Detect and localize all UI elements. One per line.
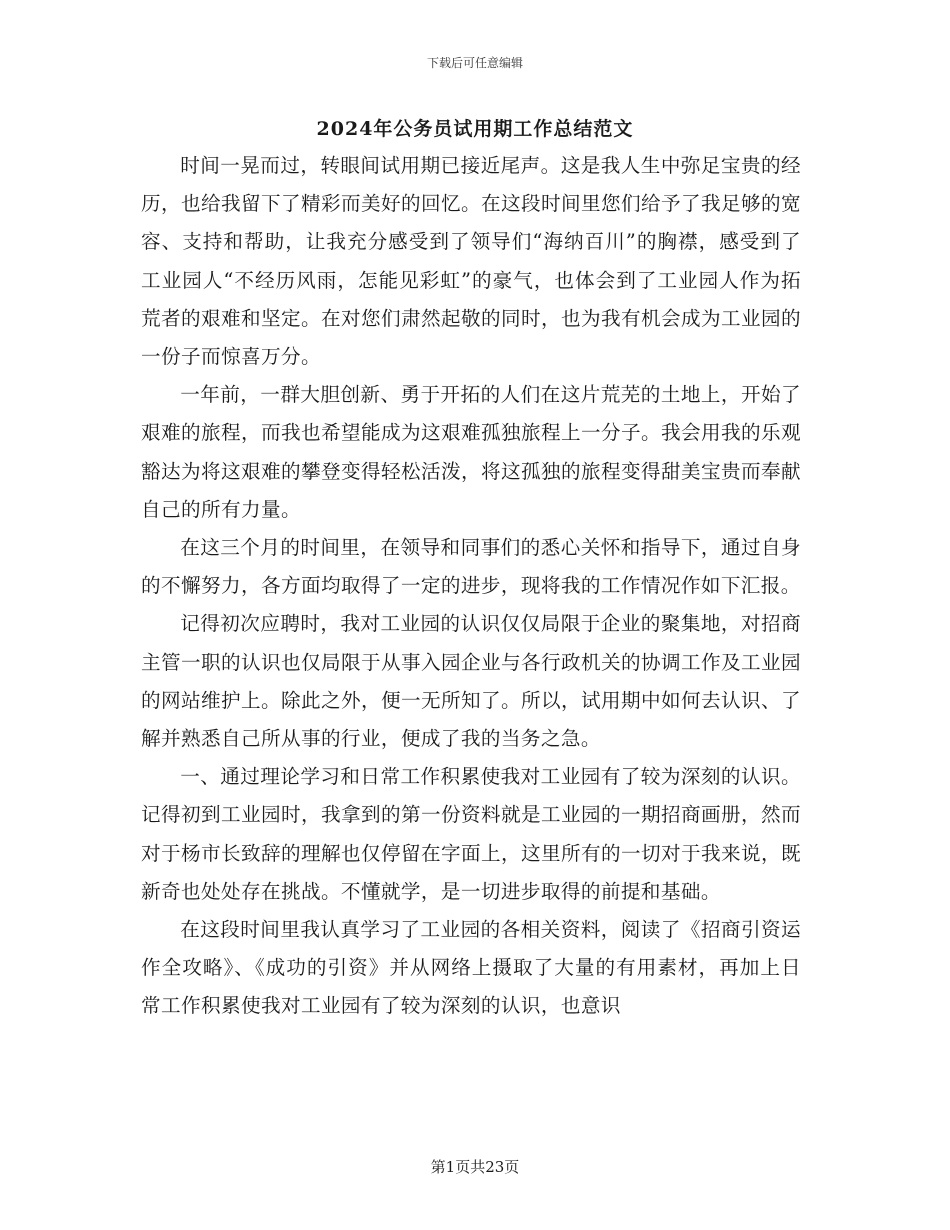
paragraph: 在这三个月的时间里，在领导和同事们的悉心关怀和指导下，通过自身的不懈努力，各方面均取得了一定的进步，现将我的工作情况作如下汇报。	[141, 536, 801, 598]
paragraph: 时间一晃而过，转眼间试用期已接近尾声。这是我人生中弥足宝贵的经历，也给我留下了精彩而美好的回忆。在这段时间里您们给予了我足够的宽容、支持和帮助，让我充分感受到了领导们“海纳百川”的胸襟，感受到了工业园人“不经历风雨，怎能见彩虹”的豪气，也体会到了工业园人作为拓荒者的艰难和坚定。在对您们肃然起敬的同时，也为我有机会成为工业园的一份子而惊喜万分。	[141, 154, 801, 369]
document-title: 2024年公务员试用期工作总结范文	[316, 118, 634, 140]
document-body	[141, 147, 801, 1026]
paragraph: 一、通过理论学习和日常工作积累使我对工业园有了较为深刻的认识。记得初到工业园时，我拿到的第一份资料就是工业园的一期招商画册，然而对于杨市长致辞的理解也仅停留在字面上，这里所有的一切对于我来说，既新奇也处处存在挑战。不懂就学，是一切进步取得的前提和基础。	[141, 765, 801, 903]
page-number-footer: 第1页共23页	[430, 1158, 520, 1176]
paragraph: 记得初次应聘时，我对工业园的认识仅仅局限于企业的聚集地，对招商主管一职的认识也仅局限于从事入园企业与各行政机关的协调工作及工业园的网站维护上。除此之外，便一无所知了。所以，试用期中如何去认识、了解并熟悉自己所从事的行业，便成了我的当务之急。	[141, 612, 801, 751]
paragraph: 在这段时间里我认真学习了工业园的各相关资料，阅读了《招商引资运作全攻略》、《成功的引资》并从网络上摄取了大量的有用素材，再加上日常工作积累使我对工业园有了较为深刻的认识，也意识	[141, 918, 801, 1018]
page-header-note: 下载后可任意编辑	[426, 56, 523, 70]
paragraph: 一年前，一群大胆创新、勇于开拓的人们在这片荒芜的土地上，开始了艰难的旅程，而我也希望能成为这艰难孤独旅程上一分子。我会用我的乐观豁达为将这艰难的攀登变得轻松活泼，将这孤独的旅程变得甜美宝贵而奉献自己的所有力量。	[141, 383, 801, 521]
